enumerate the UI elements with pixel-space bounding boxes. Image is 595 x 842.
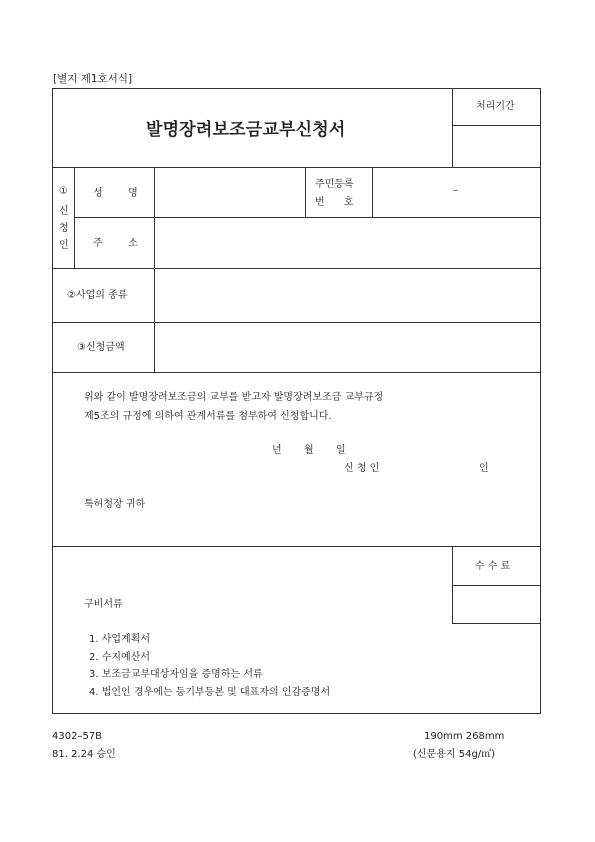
fee-label: 수 수 료 [475, 561, 511, 572]
name-label: 성 명 [93, 188, 138, 199]
divider [305, 167, 306, 218]
applicant-section-number: ① [59, 186, 68, 197]
form-code: 4302–57B [52, 731, 103, 742]
divider [52, 546, 541, 547]
document-item: 4. 법인인 경우에는 등기부등본 및 대표자의 인감증명서 [89, 687, 331, 698]
applicant-section-char: 신 [59, 206, 69, 217]
divider [452, 585, 541, 586]
date-year: 년 [272, 445, 282, 456]
date-month: 월 [304, 445, 314, 456]
date-day: 일 [336, 445, 346, 456]
address-label: 주 소 [93, 238, 138, 249]
rrn-value: – [453, 185, 458, 196]
amount-label: ③신청금액 [77, 342, 125, 353]
divider [52, 322, 541, 323]
business-type-label: ②사업의 종류 [67, 290, 128, 301]
seal-mark: 인 [479, 463, 489, 474]
applicant-section-char: 청 [59, 223, 69, 234]
processing-period-label: 처리기간 [476, 101, 515, 112]
form-title: 발명장려보조금교부신청서 [146, 120, 346, 140]
rrn-label: 주민등록 [315, 179, 354, 190]
divider [52, 372, 541, 373]
divider [452, 546, 453, 624]
applicant-signature-label: 신 청 인 [344, 463, 380, 474]
divider [52, 268, 541, 269]
paper-size: 190mm 268mm [424, 731, 505, 742]
divider [372, 167, 373, 218]
divider [452, 88, 453, 168]
divider [74, 167, 75, 269]
paper-spec: (신문용지 54g/㎡) [413, 749, 496, 760]
divider [74, 217, 541, 218]
statement-line: 제5조의 규정에 의하여 관계서류를 첨부하여 신청합니다. [84, 411, 332, 422]
statement-line: 위와 같이 발명장려보조금의 교부를 받고자 발명장려보조금 교부규정 [84, 392, 384, 403]
divider [452, 125, 541, 126]
document-item: 3. 보조금교부대상자임을 증명하는 서류 [89, 669, 263, 680]
divider [52, 167, 541, 168]
document-item: 1. 사업계획서 [89, 634, 151, 645]
document-item: 2. 수지예산서 [89, 652, 151, 663]
rrn-label: 번 호 [315, 197, 354, 208]
applicant-section-char: 인 [59, 240, 69, 251]
approval-date: 81. 2.24 승인 [52, 749, 116, 760]
divider [452, 623, 541, 624]
documents-heading: 구비서류 [84, 599, 123, 610]
form-label: [별지 제1호서식] [53, 73, 133, 85]
divider [154, 167, 155, 373]
addressee: 특허청장 귀하 [84, 499, 146, 510]
